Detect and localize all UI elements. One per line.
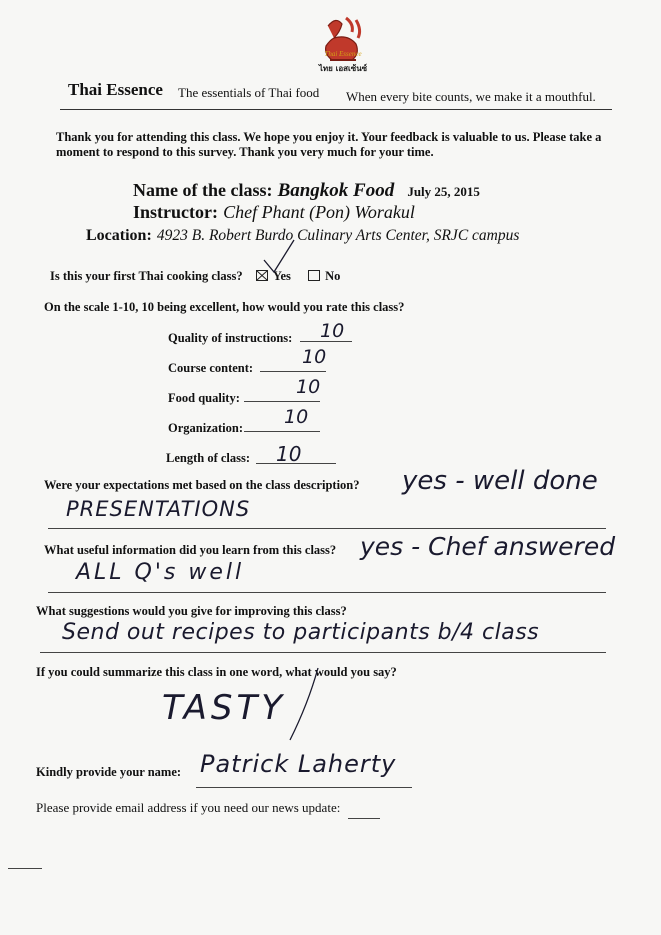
handwritten-checkmark [262, 238, 296, 276]
rating-value[interactable]: 10 [302, 346, 327, 368]
no-label: No [325, 269, 341, 283]
name-label: Kindly provide your name: [36, 765, 182, 779]
brand-motto: When every bite counts, we make it a mouthful. [346, 89, 596, 104]
brand-name: Thai Essence [68, 80, 163, 99]
rating-label: Course content: [168, 361, 254, 375]
rating-value[interactable]: 10 [320, 320, 345, 342]
thai-essence-logo [312, 10, 374, 80]
suggestions-answer[interactable]: Send out recipes to participants b/4 class [62, 620, 540, 645]
rating-label: Food quality: [168, 391, 240, 405]
location-row [86, 225, 519, 245]
header-divider [60, 109, 612, 110]
class-name-label: Name of the class: [133, 180, 273, 200]
rating-line [244, 401, 320, 402]
first-class-question: Is this your first Thai cooking class? [50, 269, 243, 283]
instructor-value: Chef Phant (Pon) Worakul [223, 202, 415, 222]
instructor-row [133, 202, 415, 223]
rating-food [168, 387, 240, 406]
class-name-row [133, 180, 480, 202]
answer-line [48, 528, 606, 529]
email-label: Please provide email address if you need our news update: [36, 800, 341, 815]
useful-question: What useful information did you learn from this class? [44, 543, 337, 557]
intro-text: Thank you for attending this class. We hope you enjoy it. Your feedback is valuable to us. Please take a moment to respond to this survey. Thank you very much for your time. [56, 130, 602, 159]
rating-content [168, 357, 253, 376]
rating-value[interactable]: 10 [276, 442, 302, 466]
rating-value[interactable]: 10 [296, 376, 321, 398]
swan-logo-icon [312, 10, 374, 80]
one-word-answer[interactable]: TASTY [162, 688, 287, 728]
name-value[interactable]: Patrick Laherty [200, 750, 397, 778]
one-word-question: If you could summarize this class in one word, what would you say? [36, 665, 397, 679]
rating-label: Organization: [168, 421, 243, 435]
email-line[interactable] [348, 818, 380, 819]
name-line [196, 787, 412, 788]
suggestions-question: What suggestions would you give for improving this class? [36, 604, 347, 618]
scale-question: On the scale 1-10, 10 being excellent, how would you rate this class? [44, 300, 405, 314]
handwritten-stroke [268, 664, 328, 744]
expectations-answer[interactable]: yes - well done [402, 466, 598, 496]
rating-length [166, 447, 250, 466]
useful-answer[interactable]: yes - Chef answered [360, 532, 616, 561]
answer-line [40, 652, 606, 653]
svg-text:Thai Essence: Thai Essence [324, 50, 362, 58]
rating-organization [168, 417, 243, 436]
expectations-answer-continued[interactable]: PRESENTATIONS [66, 497, 251, 521]
bottom-mark [8, 868, 42, 869]
location-value: 4923 B. Robert Burdo Culinary Arts Center, SRJC campus [156, 227, 520, 244]
answer-line [48, 592, 606, 593]
rating-quality [168, 327, 292, 346]
svg-text:ไทย เอสเซ้นซ์: ไทย เอสเซ้นซ์ [318, 64, 368, 73]
brand-tagline: The essentials of Thai food [178, 85, 320, 100]
useful-answer-continued[interactable]: ALL Q's well [76, 560, 245, 585]
instructor-label: Instructor: [133, 202, 218, 222]
class-date: July 25, 2015 [407, 184, 480, 199]
no-checkbox[interactable] [308, 270, 320, 281]
rating-label: Length of class: [166, 451, 251, 465]
expectations-question: Were your expectations met based on the class description? [44, 478, 360, 492]
yes-label: Yes [272, 269, 291, 283]
rating-line [244, 431, 320, 432]
rating-line [260, 371, 326, 372]
location-label: Location: [86, 227, 152, 244]
class-name-value: Bangkok Food [277, 180, 395, 201]
rating-value[interactable]: 10 [284, 406, 309, 428]
first-class-row [50, 265, 340, 284]
rating-label: Quality of instructions: [168, 331, 293, 345]
